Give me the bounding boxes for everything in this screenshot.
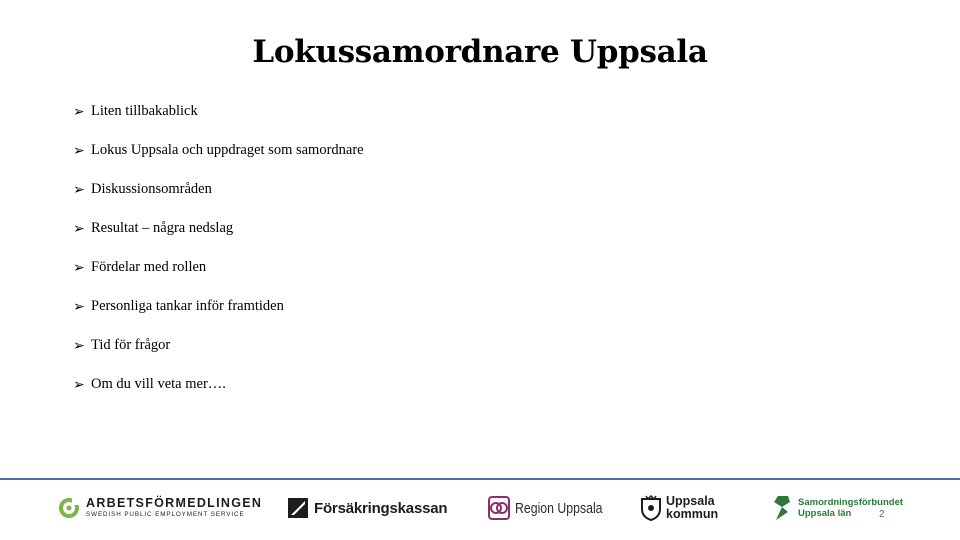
bullet-item	[73, 248, 364, 287]
arrow-bullet-icon: ➢	[73, 142, 85, 159]
region-uppsala-logo	[488, 488, 622, 528]
bullet-item	[73, 131, 364, 170]
bullet-item	[73, 287, 364, 326]
forsakringskassan-logo	[288, 488, 447, 528]
region-uppsala-name: Region Uppsala	[515, 499, 603, 517]
uppsala-kommun-line1: Uppsala	[666, 494, 715, 508]
partner-logos	[0, 488, 960, 528]
bullet-text: Liten tillbakablick	[91, 103, 198, 119]
bullet-text: Resultat – några nedslag	[91, 220, 234, 236]
uppsala-kommun-logo	[640, 488, 718, 528]
bullet-item	[73, 365, 364, 404]
bullet-list	[73, 92, 364, 404]
arbetsformedlingen-subtitle: SWEDISH PUBLIC EMPLOYMENT SERVICE	[86, 511, 245, 518]
arrow-bullet-icon: ➢	[73, 337, 85, 354]
arrow-bullet-icon: ➢	[73, 103, 85, 120]
bullet-text: Personliga tankar inför framtiden	[91, 298, 284, 314]
bullet-item	[73, 92, 364, 131]
slide-title: Lokussamordnare Uppsala	[252, 34, 708, 70]
footer-divider	[0, 478, 960, 480]
samordningsforbundet-line2: Uppsala län	[798, 508, 852, 519]
uppsala-kommun-crest-icon	[640, 495, 662, 521]
bullet-text: Diskussionsområden	[91, 181, 212, 197]
arrow-bullet-icon: ➢	[73, 220, 85, 237]
bullet-item	[73, 170, 364, 209]
samordningsforbundet-icon	[772, 494, 792, 522]
bullet-text: Lokus Uppsala och uppdraget som samordnare	[91, 142, 364, 158]
samordningsforbundet-logo	[772, 488, 903, 528]
arbetsformedlingen-icon	[58, 497, 80, 519]
region-uppsala-icon	[488, 496, 510, 520]
bullet-text: Fördelar med rollen	[91, 259, 207, 275]
uppsala-kommun-line2: kommun	[666, 507, 719, 521]
arrow-bullet-icon: ➢	[73, 298, 85, 315]
bullet-item	[73, 326, 364, 365]
arrow-bullet-icon: ➢	[73, 259, 85, 276]
samordningsforbundet-line1: Samordningsförbundet	[798, 497, 904, 508]
arrow-bullet-icon: ➢	[73, 376, 85, 393]
bullet-item	[73, 209, 364, 248]
page-number: 2	[879, 509, 885, 520]
forsakringskassan-name: Försäkringskassan	[314, 499, 448, 517]
forsakringskassan-icon	[288, 498, 308, 518]
arrow-bullet-icon: ➢	[73, 181, 85, 198]
bullet-text: Om du vill veta mer….	[91, 376, 226, 392]
arbetsformedlingen-name: ARBETSFÖRMEDLINGEN	[86, 496, 263, 510]
bullet-text: Tid för frågor	[91, 337, 171, 353]
arbetsformedlingen-logo	[58, 488, 262, 528]
